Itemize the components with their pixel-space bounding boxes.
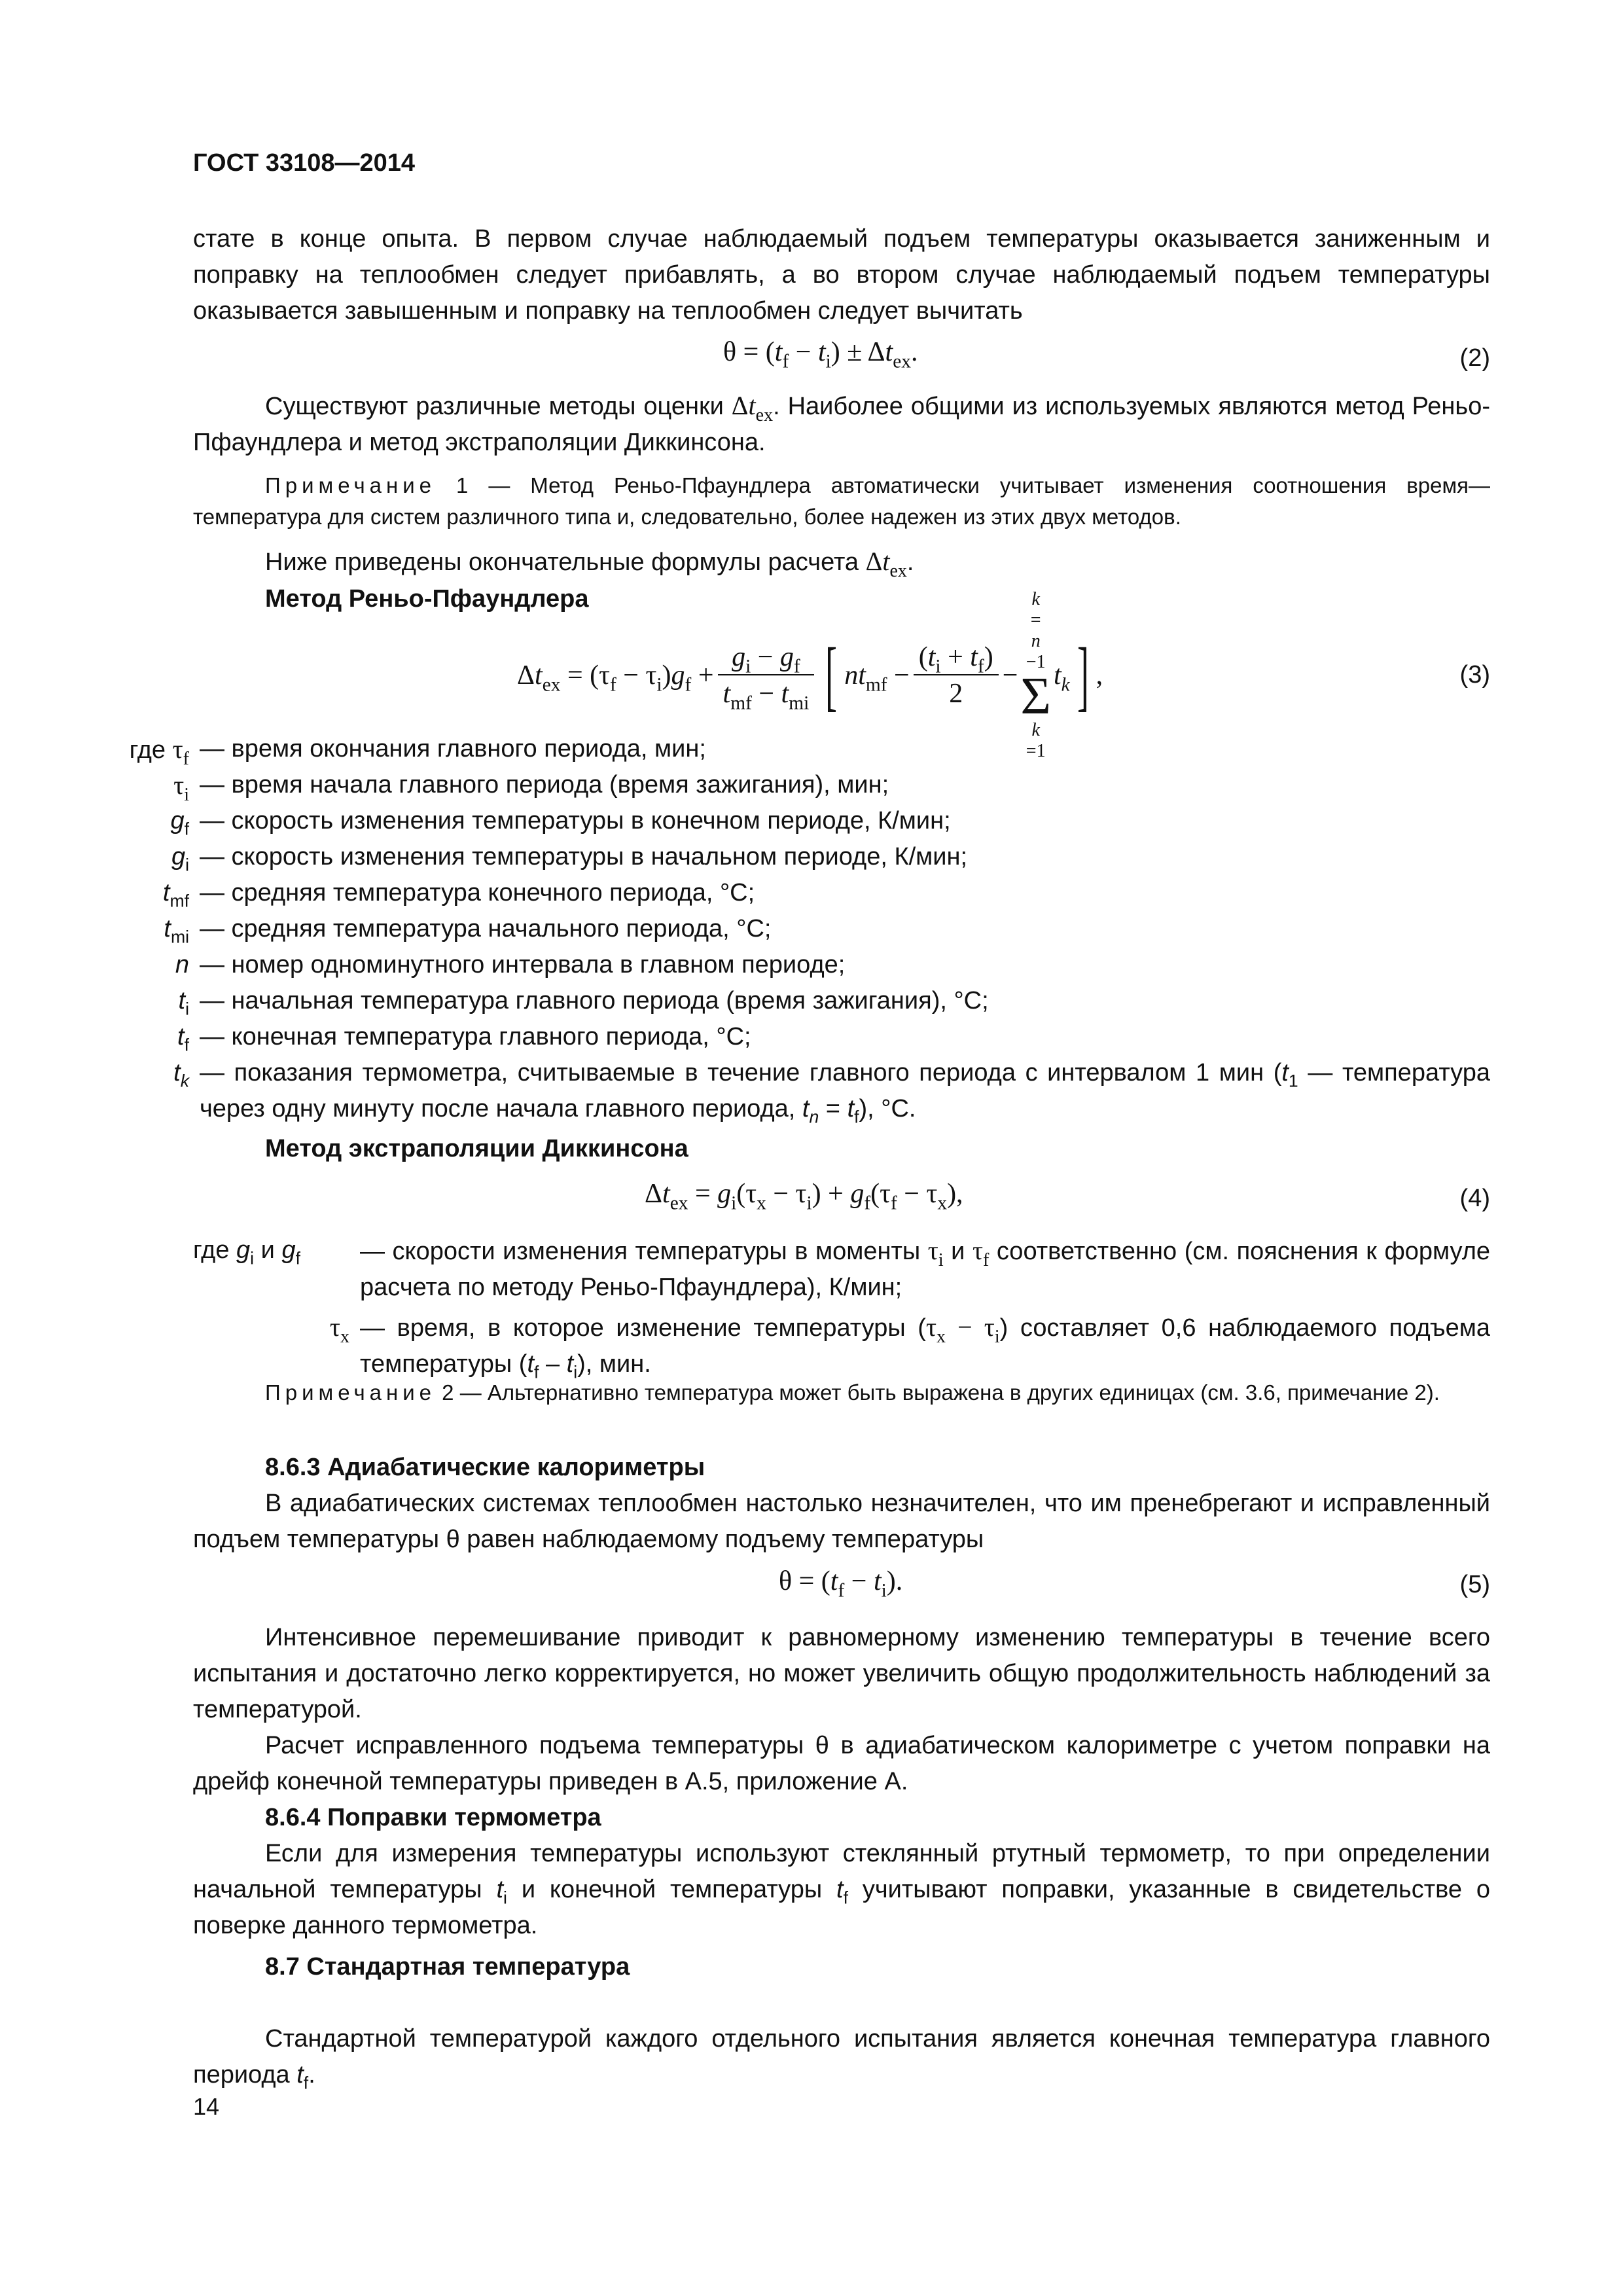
equation-3: $\Delta t_{ex} = (\tau_f - \tau_i)g_f$ + $\frac{g_i - g_f}{t_{mf} - t_{mi}}$ [ $nt_{mf}$ − $\frac{(t_i + t_f)}{2}$ − k = n −1 Σ k =1 $t_k$ ] , [517,589,1103,761]
heading-regnault-pfaundler: Метод Реньо-Пфаундлера [265,585,589,613]
definition-row: $t_{mi}$ — средняя температура начального периода, °С; [164,915,772,947]
equation-3-number: (3) [1459,661,1490,689]
heading-8-6-4: 8.6.4 Поправки термометра [265,1804,601,1831]
paragraph-formulas-intro: Ниже приведены окончательные формулы расчета $\Delta t_{ex}$. [265,547,914,581]
equation-4-number: (4) [1459,1185,1490,1212]
definition-row: $t_i$ — начальная температура главного периода (время зажигания), °С; [178,987,989,1019]
definition-row: $g_f$ — скорость изменения температуры в конечном периоде, К/мин; [170,807,951,839]
paragraph-standard-temperature: Стандартной температурой каждого отдельного испытания является конечная температура главного периода $t_f$. [193,2025,1490,2093]
definition-row: где $\tau_f$ — время окончания главного периода, мин; [129,734,706,769]
definition-row-g: где $g_i$ и $g_f$ — скорости изменения температуры в моменты $\tau_i$ и $\tau_f$ соответственно (см. пояснения к формуле расчета по методу Реньо-Пфаундлера), К/мин; [193,1236,1491,1301]
paragraph-correction: Расчет исправленного подъема температуры θ в адиабатическом калориметре с учетом поправки на дрейф конечной температуры приведен в А.5, приложение А. [193,1732,1490,1795]
definition-row: $t_f$ — конечная температура главного периода, °С; [177,1023,751,1055]
definition-row-tk: $t_k$ — показания термометра, считываемые в течение главного периода с интервалом 1 мин ($t_1$ — температура через одну минуту после начала главного периода, $t_n = t_f$), °С. [173,1059,1490,1127]
document-header: ГОСТ 33108—2014 [193,149,416,177]
definition-row-tau: $\tau_x$ — время, в которое изменение температуры $(\tau_x - \tau_i)$ составляет 0,6 наблюдаемого подъема температуры $(t_f - t_i)$, мин. [329,1312,1490,1382]
definition-row: n — номер одноминутного интервала в главном периоде; [175,951,846,978]
definition-row: $g_i$ — скорость изменения температуры в начальном периоде, К/мин; [171,843,968,875]
note-1: Примечание 1 — Метод Реньо-Пфаундлера автоматически учитывает изменения соотношения время—температура для систем различного типа и, следовательно, более надежен из этих двух методов. [193,473,1490,529]
equation-4: $\Delta t_{ex} = g_i(\tau_x - \tau_i) + g_f(\tau_f - \tau_x)$, [645,1179,963,1214]
page-number: 14 [193,2093,220,2120]
equation-5: $\theta = (t_f - t_i)$. [779,1566,903,1602]
paragraph-intro: стате в конце опыта. В первом случае наблюдаемый подъем температуры оказывается заниженным и поправку на теплообмен следует прибавлять, а во втором случае наблюдаемый подъем температуры оказывается завышенным и поправку на теплообмен следует вычитать [193,225,1490,325]
definition-row: $\tau_i$ — время начала главного периода (время зажигания), мин; [173,770,889,805]
paragraph-methods: Существуют различные методы оценки $\Delta t_{ex}$. Наиболее общими из используемых являются метод Реньо-Пфаундлера и метод экстраполяции Диккинсона. [193,391,1491,456]
definition-row: $t_{mf}$ — средняя температура конечного периода, °С; [162,879,755,911]
heading-dickinson: Метод экстраполяции Диккинсона [265,1135,688,1162]
definitions-list-2 [193,1232,1490,1382]
definitions-list-1 [65,731,1490,1127]
equation-2-number: (2) [1459,344,1490,372]
heading-8-7: 8.7 Стандартная температура [265,1953,630,1981]
note-2: Примечание 2 — Альтернативно температура может быть выражена в других единицах (см. 3.6, примечание 2). [265,1380,1440,1405]
paragraph-thermometer: Если для измерения температуры используют стеклянный ртутный термометр, то при определении начальной температуры $t_i$ и конечной температуры $t_f$ учитывают поправки, указанные в свидетельстве о поверке данного термометра. [193,1840,1491,1939]
paragraph-mixing: Интенсивное перемешивание приводит к равномерному изменению температуры в течение всего испытания и достаточно легко корректируется, но может увеличить общую продолжительность наблюдений за температурой. [193,1624,1490,1723]
equation-2: $\theta = (t_f - t_i) \pm \Delta t_{ex}$. [723,337,918,372]
paragraph-adiabatic: В адиабатических системах теплообмен настолько незначителен, что им пренебрегают и исправленный подъем температуры θ равен наблюдаемому подъему температуры [193,1490,1490,1553]
equation-5-number: (5) [1459,1571,1490,1598]
heading-8-6-3: 8.6.3 Адиабатические калориметры [265,1454,705,1481]
